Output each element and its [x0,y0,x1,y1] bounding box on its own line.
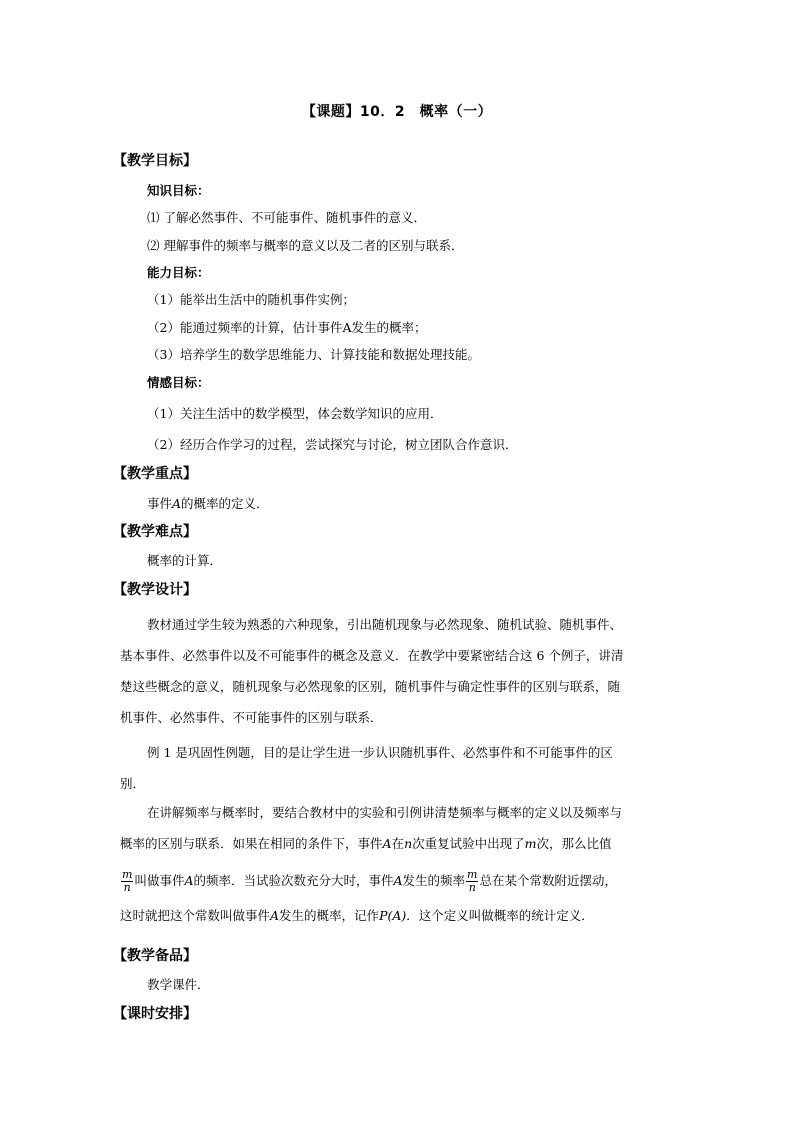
page-title: 【课题】10．2 概率（一） [301,104,493,120]
ability-item-3: （3）培养学生的数学思维能力、计算技能和数据处理技能。 [147,347,480,362]
ability-item-2: （2）能通过频率的计算，估计事件A发生的概率； [147,320,427,335]
heading-difficulty: 【教学难点】 [113,524,197,540]
prep-text: 教学课件． [147,977,210,992]
design-p3-line-3: $\frac{m}{n}$ 叫做事件A的频率．当试验次数充分大时，事件A发生的频率 $\frac{m}{n}$ 总在某个常数附近摆动， [122,868,617,894]
heading-prep: 【教学备品】 [113,948,197,964]
emotion-item-2: （2）经历合作学习的过程，尝试探究与讨论，树立团队合作意识． [147,437,518,452]
fraction-m-over-n-2: $\frac{m}{n}$ [467,868,478,894]
design-p1-line-3: 楚这些概念的意义，随机现象与必然现象的区别，随机事件与确定性事件的区别与联系，随 [120,679,621,694]
design-p3-line-2: 概率的区别与联系．如果在相同的条件下，事件A在n次重复试验中出现了m次，那么比值 [120,836,612,851]
design-p2-line-1: 例 1 是巩固性例题，目的是让学生进一步认识随机事件、必然事件和不可能事件的区 [147,745,613,760]
knowledge-item-2: ⑵ 理解事件的频率与概率的意义以及二者的区别与联系． [147,238,464,253]
ability-item-1: （1）能举出生活中的随机事件实例； [147,292,355,307]
fraction-m-over-n: $\frac{m}{n}$ [122,868,133,894]
key-point-text: 事件A的概率的定义． [147,496,269,511]
difficulty-text: 概率的计算． [147,553,223,568]
heading-schedule: 【课时安排】 [113,1006,197,1022]
heading-design: 【教学设计】 [113,582,197,598]
design-p1-line-1: 教材通过学生较为熟悉的六种现象，引出随机现象与必然现象、随机试验、随机事件、 [147,617,623,632]
design-p1-line-4: 机事件、必然事件、不可能事件的区别与联系． [120,710,383,725]
design-paragraph-1 [120,609,675,733]
knowledge-label: 知识目标： [147,183,210,198]
emotion-item-1: （1）关注生活中的数学模型，体会数学知识的应用． [147,406,443,421]
design-p2-line-2: 别． [120,776,146,791]
heading-key-point: 【教学重点】 [113,466,197,482]
design-p1-line-2: 基本事件、必然事件以及不可能事件的概念及意义．在教学中要紧密结合这 6 个例子，讲清 [120,648,624,663]
design-paragraph-2 [120,737,675,799]
ability-label: 能力目标： [147,265,210,280]
design-paragraph-3 [120,797,675,931]
emotion-label: 情感目标： [147,375,210,390]
design-p3-line-1: 在讲解频率与概率时，要结合教材中的实验和引例讲清楚频率与概率的定义以及频率与 [147,805,623,820]
design-p3-line-4: 这时就把这个常数叫做事件A发生的概率，记作P(A)．这个定义叫做概率的统计定义． [120,908,594,923]
heading-objectives: 【教学目标】 [113,153,197,169]
knowledge-item-1: ⑴ 了解必然事件、不可能事件、随机事件的意义． [147,210,426,225]
